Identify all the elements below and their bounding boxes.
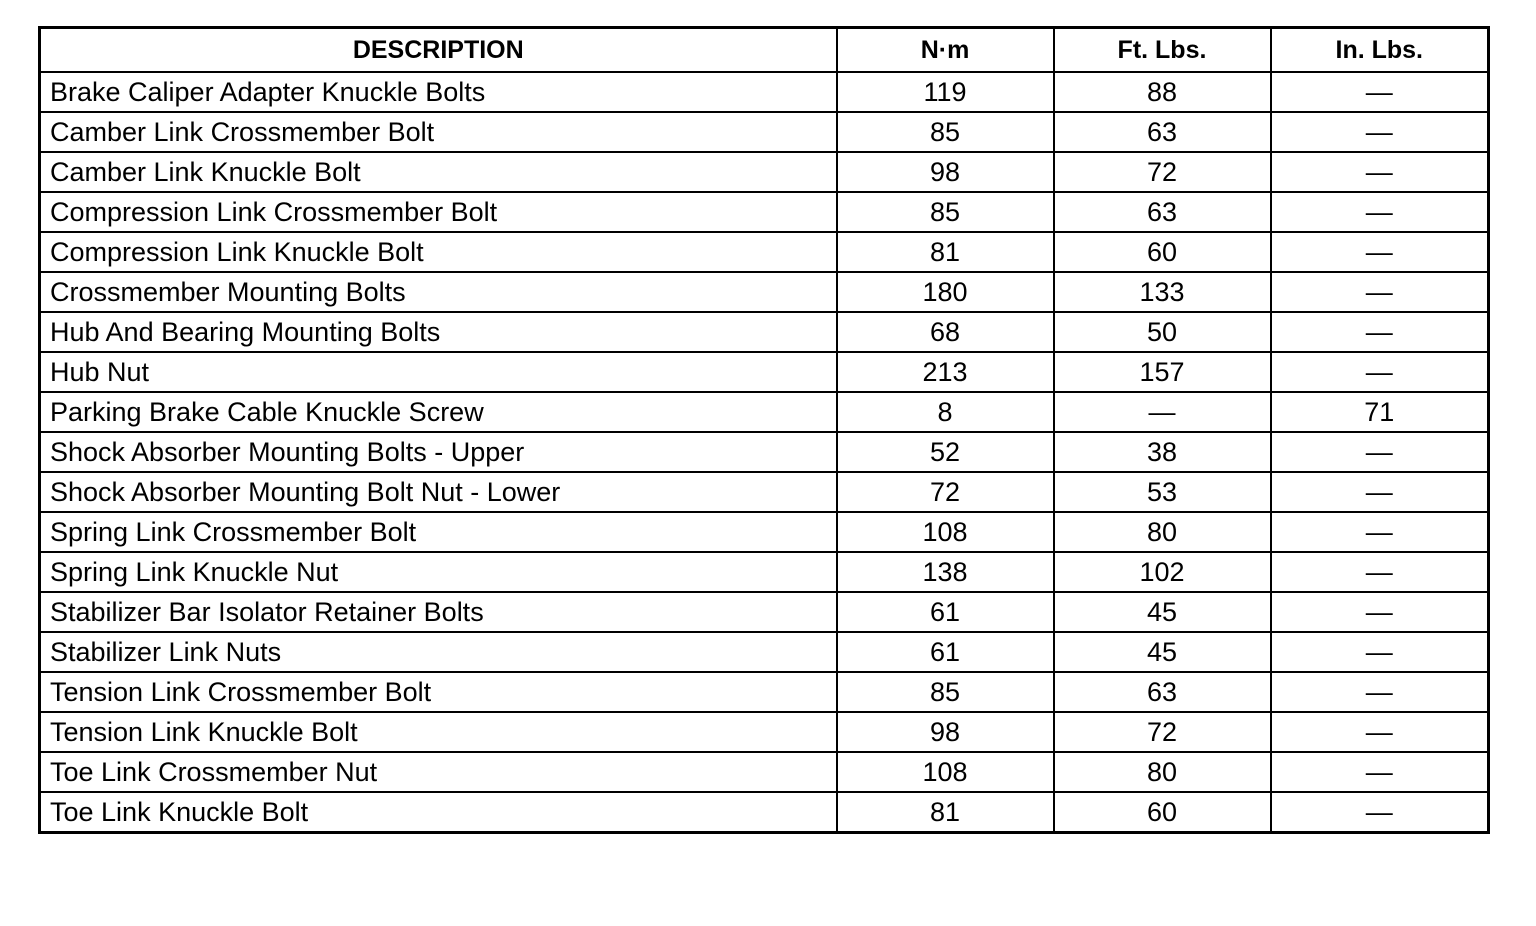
cell-description: Shock Absorber Mounting Bolts - Upper — [40, 432, 837, 472]
cell-in-lbs: — — [1271, 592, 1489, 632]
cell-in-lbs: — — [1271, 552, 1489, 592]
cell-ft-lbs: 63 — [1054, 192, 1271, 232]
cell-description: Stabilizer Bar Isolator Retainer Bolts — [40, 592, 837, 632]
cell-in-lbs: — — [1271, 112, 1489, 152]
cell-in-lbs: — — [1271, 232, 1489, 272]
table-row — [40, 792, 1489, 833]
cell-description: Compression Link Crossmember Bolt — [40, 192, 837, 232]
cell-ft-lbs: 38 — [1054, 432, 1271, 472]
table-row — [40, 512, 1489, 552]
table-row — [40, 152, 1489, 192]
cell-nm: 213 — [837, 352, 1054, 392]
cell-description: Spring Link Knuckle Nut — [40, 552, 837, 592]
cell-in-lbs: — — [1271, 272, 1489, 312]
cell-ft-lbs: 133 — [1054, 272, 1271, 312]
cell-description: Crossmember Mounting Bolts — [40, 272, 837, 312]
cell-ft-lbs: 63 — [1054, 112, 1271, 152]
cell-ft-lbs: 80 — [1054, 752, 1271, 792]
cell-nm: 61 — [837, 592, 1054, 632]
table-row — [40, 632, 1489, 672]
cell-description: Hub And Bearing Mounting Bolts — [40, 312, 837, 352]
header-row — [40, 28, 1489, 73]
cell-description: Tension Link Knuckle Bolt — [40, 712, 837, 752]
header-nm: N·m — [837, 28, 1054, 73]
table-row — [40, 272, 1489, 312]
header-ft-lbs: Ft. Lbs. — [1054, 28, 1271, 73]
cell-nm: 81 — [837, 792, 1054, 833]
table-row — [40, 72, 1489, 112]
cell-description: Toe Link Knuckle Bolt — [40, 792, 837, 833]
cell-nm: 61 — [837, 632, 1054, 672]
cell-ft-lbs: 45 — [1054, 632, 1271, 672]
cell-in-lbs: — — [1271, 712, 1489, 752]
cell-nm: 138 — [837, 552, 1054, 592]
cell-in-lbs: — — [1271, 472, 1489, 512]
cell-description: Stabilizer Link Nuts — [40, 632, 837, 672]
cell-nm: 108 — [837, 752, 1054, 792]
cell-nm: 8 — [837, 392, 1054, 432]
cell-description: Tension Link Crossmember Bolt — [40, 672, 837, 712]
cell-nm: 98 — [837, 152, 1054, 192]
cell-nm: 81 — [837, 232, 1054, 272]
cell-nm: 85 — [837, 192, 1054, 232]
header-in-lbs: In. Lbs. — [1271, 28, 1489, 73]
cell-ft-lbs: 88 — [1054, 72, 1271, 112]
cell-ft-lbs: 63 — [1054, 672, 1271, 712]
cell-description: Toe Link Crossmember Nut — [40, 752, 837, 792]
cell-nm: 180 — [837, 272, 1054, 312]
cell-ft-lbs: 157 — [1054, 352, 1271, 392]
cell-description: Shock Absorber Mounting Bolt Nut - Lower — [40, 472, 837, 512]
table-body — [40, 72, 1489, 833]
cell-ft-lbs: 45 — [1054, 592, 1271, 632]
cell-description: Camber Link Crossmember Bolt — [40, 112, 837, 152]
table-row — [40, 232, 1489, 272]
cell-in-lbs: — — [1271, 152, 1489, 192]
cell-nm: 98 — [837, 712, 1054, 752]
cell-nm: 108 — [837, 512, 1054, 552]
cell-ft-lbs: 60 — [1054, 792, 1271, 833]
table-row — [40, 112, 1489, 152]
table-header — [40, 28, 1489, 73]
cell-nm: 85 — [837, 672, 1054, 712]
cell-nm: 68 — [837, 312, 1054, 352]
cell-description: Hub Nut — [40, 352, 837, 392]
cell-nm: 72 — [837, 472, 1054, 512]
table-row — [40, 552, 1489, 592]
cell-in-lbs: — — [1271, 632, 1489, 672]
cell-ft-lbs: 72 — [1054, 152, 1271, 192]
table-row — [40, 192, 1489, 232]
table-row — [40, 432, 1489, 472]
table-row — [40, 712, 1489, 752]
cell-ft-lbs: 50 — [1054, 312, 1271, 352]
cell-description: Camber Link Knuckle Bolt — [40, 152, 837, 192]
table-row — [40, 752, 1489, 792]
cell-in-lbs: — — [1271, 672, 1489, 712]
torque-spec-table — [38, 26, 1490, 834]
cell-description: Compression Link Knuckle Bolt — [40, 232, 837, 272]
cell-ft-lbs: 102 — [1054, 552, 1271, 592]
table-row — [40, 352, 1489, 392]
table-row — [40, 592, 1489, 632]
cell-in-lbs: 71 — [1271, 392, 1489, 432]
cell-in-lbs: — — [1271, 792, 1489, 833]
cell-ft-lbs: 53 — [1054, 472, 1271, 512]
table-row — [40, 672, 1489, 712]
cell-description: Spring Link Crossmember Bolt — [40, 512, 837, 552]
cell-in-lbs: — — [1271, 512, 1489, 552]
cell-in-lbs: — — [1271, 312, 1489, 352]
cell-description: Brake Caliper Adapter Knuckle Bolts — [40, 72, 837, 112]
cell-ft-lbs: 72 — [1054, 712, 1271, 752]
cell-in-lbs: — — [1271, 432, 1489, 472]
cell-ft-lbs: 60 — [1054, 232, 1271, 272]
cell-ft-lbs: — — [1054, 392, 1271, 432]
cell-nm: 119 — [837, 72, 1054, 112]
cell-in-lbs: — — [1271, 72, 1489, 112]
cell-nm: 85 — [837, 112, 1054, 152]
cell-nm: 52 — [837, 432, 1054, 472]
cell-in-lbs: — — [1271, 352, 1489, 392]
table-row — [40, 392, 1489, 432]
cell-ft-lbs: 80 — [1054, 512, 1271, 552]
table-row — [40, 312, 1489, 352]
cell-in-lbs: — — [1271, 752, 1489, 792]
cell-in-lbs: — — [1271, 192, 1489, 232]
header-description: DESCRIPTION — [40, 28, 837, 73]
cell-description: Parking Brake Cable Knuckle Screw — [40, 392, 837, 432]
table-row — [40, 472, 1489, 512]
